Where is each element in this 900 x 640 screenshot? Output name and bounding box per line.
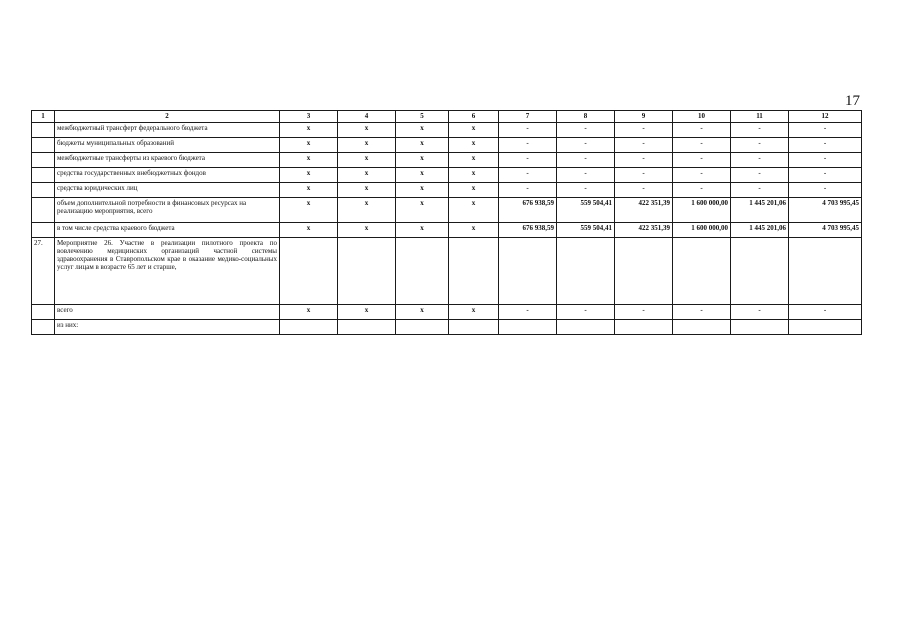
table-row [32,238,862,305]
table-cell [615,320,673,335]
column-header: 10 [673,111,731,123]
table-cell: х [338,198,396,223]
table-cell: х [338,123,396,138]
table-row [32,183,862,198]
table-row [32,223,862,238]
table-cell: 1 600 000,00 [673,198,731,223]
table-cell: - [731,305,789,320]
row-description: всего [55,305,280,320]
table-cell: - [789,153,862,168]
table-cell: х [449,153,499,168]
table-cell: 559 504,41 [557,223,615,238]
table-cell: х [449,183,499,198]
table-cell: х [280,138,338,153]
table-row [32,138,862,153]
table-cell: - [615,138,673,153]
table-cell: - [673,153,731,168]
table-cell: х [449,305,499,320]
table-cell: х [396,153,449,168]
table-cell: - [499,183,557,198]
table-cell: 422 351,39 [615,198,673,223]
table-cell [557,238,615,305]
table-cell [731,320,789,335]
table-cell: х [396,198,449,223]
table-row [32,198,862,223]
table-cell: - [499,123,557,138]
table-cell: - [789,305,862,320]
column-header: 9 [615,111,673,123]
table-cell: - [499,153,557,168]
table-cell: - [557,123,615,138]
table-cell: - [731,153,789,168]
table-cell: - [673,183,731,198]
row-description: средства государственных внебюджетных фондов [55,168,280,183]
table-cell: - [731,138,789,153]
table-cell [280,238,338,305]
table-cell [615,238,673,305]
row-number [32,320,55,335]
column-header: 3 [280,111,338,123]
table-cell: х [338,138,396,153]
table-row [32,320,862,335]
row-number [32,305,55,320]
table-cell: - [673,305,731,320]
row-description: Мероприятие 26. Участие в реализации пилотного проекта по вовлечению медицинских организаций частной системы здравоохранения в Ставропольском крае в оказание медико-социальных услуг лицам в возрасте 65 лет и старше, [55,238,280,305]
table-cell: - [615,168,673,183]
row-number [32,183,55,198]
table-cell: 676 938,59 [499,223,557,238]
row-description: межбюджетный трансферт федерального бюджета [55,123,280,138]
table-cell: х [280,305,338,320]
table-row [32,168,862,183]
table-cell: 4 703 995,45 [789,198,862,223]
table-row [32,153,862,168]
row-description: средства юридических лиц [55,183,280,198]
table-cell: - [789,138,862,153]
table-cell: - [557,153,615,168]
table-cell: х [396,305,449,320]
table-cell: х [338,183,396,198]
column-header: 11 [731,111,789,123]
table-cell [499,238,557,305]
column-header: 8 [557,111,615,123]
table-cell: - [789,123,862,138]
table-cell: х [338,153,396,168]
table-cell: х [280,198,338,223]
row-number [32,153,55,168]
table-cell: - [789,168,862,183]
table-cell: 559 504,41 [557,198,615,223]
table-cell [789,320,862,335]
table-cell [396,320,449,335]
row-number [32,168,55,183]
column-header: 6 [449,111,499,123]
funding-table [31,110,862,335]
table-cell: - [673,138,731,153]
table-cell: х [338,168,396,183]
row-number [32,138,55,153]
table-cell: х [396,183,449,198]
table-cell: х [396,223,449,238]
column-header: 1 [32,111,55,123]
table-cell: х [280,168,338,183]
table-cell: - [673,123,731,138]
table-cell [673,320,731,335]
row-number [32,123,55,138]
table-cell: - [557,183,615,198]
table-cell: х [280,183,338,198]
table-cell [731,238,789,305]
table-cell [338,238,396,305]
table-cell: 1 445 201,06 [731,198,789,223]
table-cell [499,320,557,335]
row-number [32,198,55,223]
table-cell: - [731,123,789,138]
table-cell: - [731,183,789,198]
table-cell: - [789,183,862,198]
table-cell: х [280,153,338,168]
table-cell: - [557,138,615,153]
table-cell [338,320,396,335]
table-cell: 4 703 995,45 [789,223,862,238]
table-cell: - [499,305,557,320]
table-cell: х [449,168,499,183]
table-cell: х [449,138,499,153]
row-description: из них: [55,320,280,335]
row-description: в том числе средства краевого бюджета [55,223,280,238]
table-cell: 1 600 000,00 [673,223,731,238]
column-header: 4 [338,111,396,123]
column-header: 5 [396,111,449,123]
row-description: бюджеты муниципальных образований [55,138,280,153]
table-cell: х [396,123,449,138]
table-cell: 1 445 201,06 [731,223,789,238]
table-cell: х [449,223,499,238]
table-cell: - [499,168,557,183]
table-cell: - [615,123,673,138]
table-cell: - [557,168,615,183]
table-cell: - [615,183,673,198]
column-header: 12 [789,111,862,123]
table-cell [557,320,615,335]
table-row [32,123,862,138]
table-cell: - [499,138,557,153]
column-header: 7 [499,111,557,123]
table-cell: х [396,168,449,183]
row-number: 27. [32,238,55,305]
column-header: 2 [55,111,280,123]
table-cell [449,320,499,335]
row-number [32,223,55,238]
table-row [32,305,862,320]
table-cell [673,238,731,305]
table-cell: х [449,198,499,223]
table-cell: х [338,223,396,238]
table-header-row [32,111,862,123]
table-cell: - [615,305,673,320]
table-cell: - [615,153,673,168]
table-cell: - [731,168,789,183]
table-cell: 676 938,59 [499,198,557,223]
row-description: межбюджетные трансферты из краевого бюджета [55,153,280,168]
page-number: 17 [845,93,860,109]
table-cell: х [338,305,396,320]
table-cell: - [557,305,615,320]
table-cell [396,238,449,305]
table-cell [789,238,862,305]
table-cell: х [396,138,449,153]
table-cell: х [280,223,338,238]
row-description: объем дополнительной потребности в финансовых ресурсах на реализацию мероприятия, всего [55,198,280,223]
table-cell: - [673,168,731,183]
table-cell: х [280,123,338,138]
table-cell: х [449,123,499,138]
table-cell: 422 351,39 [615,223,673,238]
table-cell [449,238,499,305]
table-cell [280,320,338,335]
